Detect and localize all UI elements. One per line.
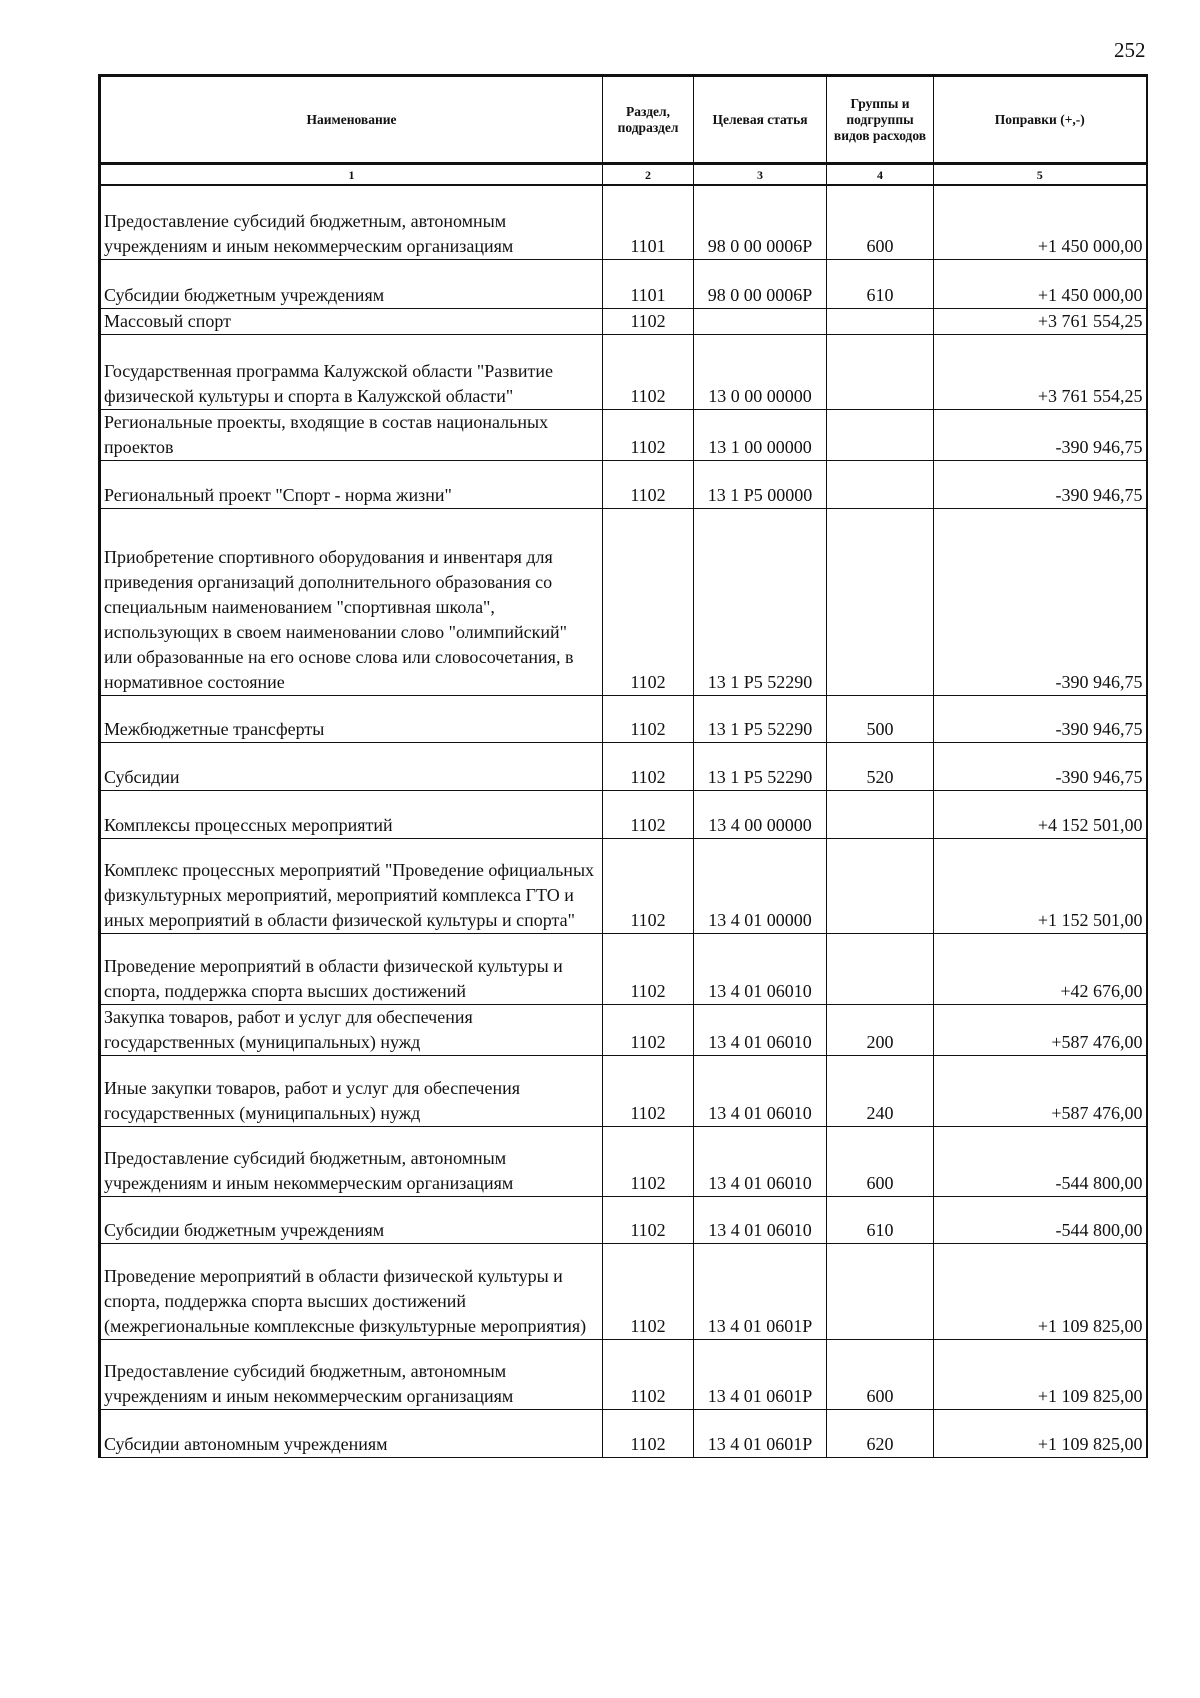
row-name: Приобретение спортивного оборудования и инвентаря для приведения организаций дополнительного образования со специальным наименованием "спортивная школа", использующих в своем наименовании слово "олимпийский" или образованные на его основе слова или словосочетания, в нормативное состояние <box>100 508 603 695</box>
row-target-article: 13 4 01 06010 <box>694 1196 827 1243</box>
table-header-row <box>100 76 1147 164</box>
table-body <box>100 185 1147 1457</box>
column-number: 3 <box>694 164 827 186</box>
row-target-article: 13 1 Р5 52290 <box>694 742 827 790</box>
row-amount: -390 946,75 <box>934 742 1147 790</box>
row-amount: -390 946,75 <box>934 508 1147 695</box>
table-row <box>100 1409 1147 1457</box>
table-row <box>100 742 1147 790</box>
column-number-row <box>100 164 1147 186</box>
row-amount: +1 450 000,00 <box>934 185 1147 259</box>
table-row <box>100 508 1147 695</box>
table-row <box>100 933 1147 1004</box>
table-row <box>100 1339 1147 1409</box>
column-number: 5 <box>934 164 1147 186</box>
table-row <box>100 1004 1147 1055</box>
table-row <box>100 460 1147 508</box>
table-row <box>100 334 1147 409</box>
row-expense-group <box>827 334 934 409</box>
row-name: Предоставление субсидий бюджетным, автономным учреждениям и иным некоммерческим организациям <box>100 1126 603 1196</box>
table-row <box>100 838 1147 933</box>
table-row <box>100 1196 1147 1243</box>
row-amount: +3 761 554,25 <box>934 308 1147 334</box>
table-row <box>100 259 1147 308</box>
row-section: 1102 <box>603 838 694 933</box>
row-name: Межбюджетные трансферты <box>100 695 603 742</box>
row-expense-group: 600 <box>827 1126 934 1196</box>
row-name: Закупка товаров, работ и услуг для обеспечения государственных (муниципальных) нужд <box>100 1004 603 1055</box>
row-section: 1102 <box>603 1126 694 1196</box>
table-row <box>100 1243 1147 1339</box>
table-row <box>100 308 1147 334</box>
row-target-article: 13 4 01 0601Р <box>694 1339 827 1409</box>
row-name: Проведение мероприятий в области физической культуры и спорта, поддержка спорта высших достижений <box>100 933 603 1004</box>
row-name: Предоставление субсидий бюджетным, автономным учреждениям и иным некоммерческим организациям <box>100 1339 603 1409</box>
row-expense-group: 240 <box>827 1055 934 1126</box>
row-section: 1102 <box>603 460 694 508</box>
row-expense-group: 620 <box>827 1409 934 1457</box>
row-amount: +1 109 825,00 <box>934 1339 1147 1409</box>
table-row <box>100 409 1147 460</box>
column-number: 2 <box>603 164 694 186</box>
row-expense-group <box>827 790 934 838</box>
row-target-article: 13 4 01 00000 <box>694 838 827 933</box>
row-target-article: 98 0 00 0006Р <box>694 185 827 259</box>
column-number: 4 <box>827 164 934 186</box>
row-section: 1101 <box>603 185 694 259</box>
row-amount: -390 946,75 <box>934 460 1147 508</box>
row-name: Государственная программа Калужской области "Развитие физической культуры и спорта в Калужской области" <box>100 334 603 409</box>
row-target-article: 13 1 Р5 52290 <box>694 695 827 742</box>
page-number: 252 <box>1114 38 1146 62</box>
row-name: Иные закупки товаров, работ и услуг для обеспечения государственных (муниципальных) нужд <box>100 1055 603 1126</box>
row-target-article: 13 0 00 00000 <box>694 334 827 409</box>
row-section: 1102 <box>603 508 694 695</box>
row-expense-group: 600 <box>827 185 934 259</box>
row-amount: +587 476,00 <box>934 1004 1147 1055</box>
row-target-article: 13 1 00 00000 <box>694 409 827 460</box>
table-row <box>100 185 1147 259</box>
row-name: Субсидии бюджетным учреждениям <box>100 259 603 308</box>
row-amount: +1 109 825,00 <box>934 1243 1147 1339</box>
row-name: Субсидии автономным учреждениям <box>100 1409 603 1457</box>
row-amount: +1 450 000,00 <box>934 259 1147 308</box>
row-section: 1102 <box>603 1243 694 1339</box>
row-amount: +3 761 554,25 <box>934 334 1147 409</box>
header-name: Наименование <box>100 76 603 164</box>
row-name: Проведение мероприятий в области физической культуры и спорта, поддержка спорта высших достижений (межрегиональные комплексные физкультурные мероприятия) <box>100 1243 603 1339</box>
row-target-article: 13 4 00 00000 <box>694 790 827 838</box>
row-amount: +4 152 501,00 <box>934 790 1147 838</box>
row-section: 1102 <box>603 1409 694 1457</box>
row-section: 1102 <box>603 742 694 790</box>
column-number: 1 <box>100 164 603 186</box>
row-name: Массовый спорт <box>100 308 603 334</box>
header-amount: Поправки (+,-) <box>934 76 1147 164</box>
row-expense-group <box>827 933 934 1004</box>
row-expense-group: 610 <box>827 1196 934 1243</box>
header-groups: Группы и подгруппы видов расходов <box>827 76 934 164</box>
row-amount: +1 109 825,00 <box>934 1409 1147 1457</box>
row-section: 1102 <box>603 1055 694 1126</box>
row-expense-group <box>827 409 934 460</box>
row-expense-group <box>827 508 934 695</box>
row-section: 1102 <box>603 695 694 742</box>
row-expense-group <box>827 308 934 334</box>
row-target-article: 13 1 Р5 52290 <box>694 508 827 695</box>
row-expense-group: 520 <box>827 742 934 790</box>
row-target-article: 13 4 01 0601Р <box>694 1243 827 1339</box>
budget-amendments-table <box>98 74 1148 1458</box>
row-section: 1102 <box>603 1339 694 1409</box>
row-amount: +587 476,00 <box>934 1055 1147 1126</box>
row-amount: +1 152 501,00 <box>934 838 1147 933</box>
row-expense-group: 200 <box>827 1004 934 1055</box>
row-amount: -390 946,75 <box>934 695 1147 742</box>
row-section: 1102 <box>603 1004 694 1055</box>
row-name: Комплексы процессных мероприятий <box>100 790 603 838</box>
header-article: Целевая статья <box>694 76 827 164</box>
row-section: 1102 <box>603 933 694 1004</box>
table-row <box>100 1055 1147 1126</box>
row-amount: -544 800,00 <box>934 1126 1147 1196</box>
header-section: Раздел, подраздел <box>603 76 694 164</box>
table-row <box>100 695 1147 742</box>
row-target-article: 13 4 01 06010 <box>694 933 827 1004</box>
row-section: 1101 <box>603 259 694 308</box>
row-amount: +42 676,00 <box>934 933 1147 1004</box>
row-expense-group <box>827 460 934 508</box>
table-row <box>100 790 1147 838</box>
row-target-article: 98 0 00 0006Р <box>694 259 827 308</box>
row-expense-group <box>827 838 934 933</box>
row-name: Субсидии бюджетным учреждениям <box>100 1196 603 1243</box>
row-name: Комплекс процессных мероприятий "Проведение официальных физкультурных мероприятий, мероприятий комплекса ГТО и иных мероприятий в области физической культуры и спорта" <box>100 838 603 933</box>
row-name: Предоставление субсидий бюджетным, автономным учреждениям и иным некоммерческим организациям <box>100 185 603 259</box>
row-target-article <box>694 308 827 334</box>
row-expense-group: 600 <box>827 1339 934 1409</box>
row-name: Субсидии <box>100 742 603 790</box>
row-section: 1102 <box>603 334 694 409</box>
row-amount: -390 946,75 <box>934 409 1147 460</box>
row-target-article: 13 4 01 06010 <box>694 1126 827 1196</box>
row-expense-group <box>827 1243 934 1339</box>
row-target-article: 13 4 01 06010 <box>694 1004 827 1055</box>
row-section: 1102 <box>603 1196 694 1243</box>
row-section: 1102 <box>603 409 694 460</box>
row-target-article: 13 1 Р5 00000 <box>694 460 827 508</box>
row-name: Региональные проекты, входящие в состав национальных проектов <box>100 409 603 460</box>
row-target-article: 13 4 01 0601Р <box>694 1409 827 1457</box>
row-expense-group: 500 <box>827 695 934 742</box>
row-name: Региональный проект "Спорт - норма жизни" <box>100 460 603 508</box>
row-expense-group: 610 <box>827 259 934 308</box>
row-section: 1102 <box>603 308 694 334</box>
row-target-article: 13 4 01 06010 <box>694 1055 827 1126</box>
row-amount: -544 800,00 <box>934 1196 1147 1243</box>
row-section: 1102 <box>603 790 694 838</box>
table-row <box>100 1126 1147 1196</box>
